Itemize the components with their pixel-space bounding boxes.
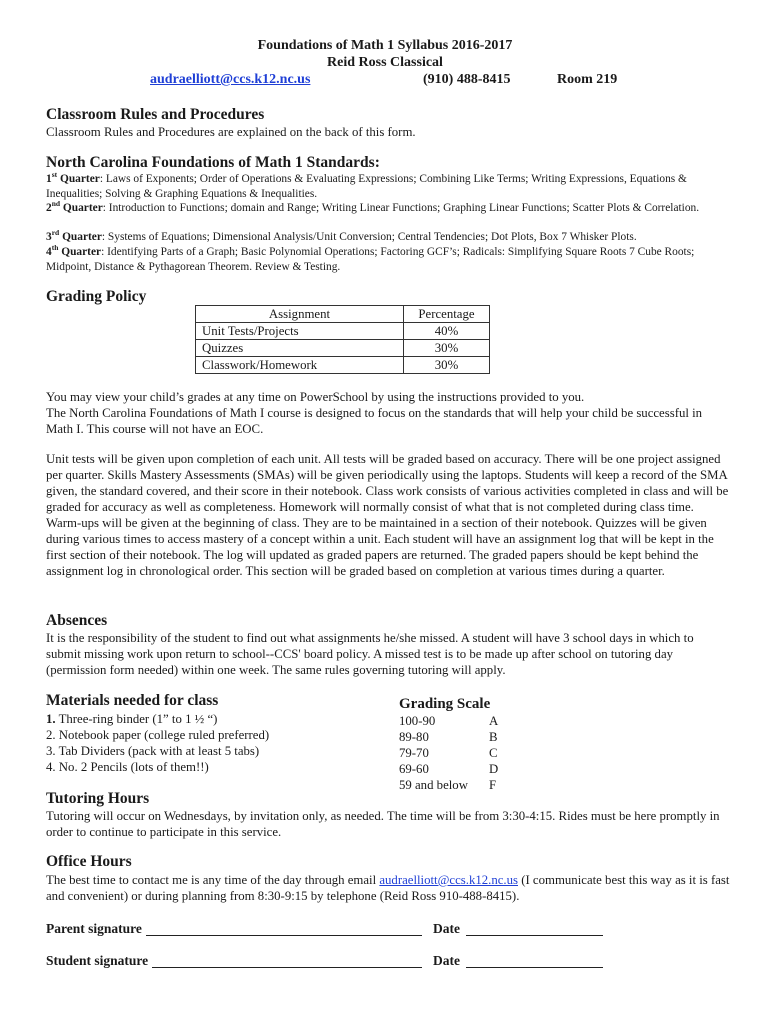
- assignment-cell: Quizzes: [196, 340, 404, 357]
- percentage-cell: 30%: [404, 357, 490, 374]
- office-email-link[interactable]: audraelliott@ccs.k12.nc.us: [379, 873, 518, 887]
- percentage-cell: 30%: [404, 340, 490, 357]
- list-item: 1. Three-ring binder (1” to 1 ½ “): [46, 712, 218, 726]
- list-item: 3. Tab Dividers (pack with at least 5 tabs): [46, 744, 260, 758]
- percentage-cell: 40%: [404, 323, 490, 340]
- list-item: 2. Notebook paper (college ruled preferred): [46, 728, 270, 742]
- standards-heading: North Carolina Foundations of Math 1 Standards:: [46, 154, 380, 171]
- phone-number: (910) 488-8415: [423, 72, 511, 87]
- student-signature-label: Student signature: [46, 953, 149, 968]
- grading-table: [195, 305, 490, 374]
- parent-signature-label: Parent signature: [46, 921, 142, 936]
- parent-date-line[interactable]: [466, 935, 603, 936]
- tutoring-heading: Tutoring Hours: [46, 790, 150, 807]
- table-row: [196, 323, 490, 340]
- grading-header-percentage: Percentage: [404, 306, 490, 323]
- tutoring-text: Tutoring will occur on Wednesdays, by invitation only, as needed. The time will be from 3:30-4:15. Rides must be here promptly in order to continue to participate in this service.: [46, 809, 720, 839]
- scale-grade: D: [489, 762, 499, 776]
- office-hours-text: The best time to contact me is any time of the day through email audraelliott@ccs.k12.nc.us (I communicate best this way as it is fast and convenient) or during planning from 8:30-9:15 by telephone (Reid Ross 910-488-8415).: [46, 873, 730, 903]
- student-signature-line[interactable]: [152, 967, 422, 968]
- scale-range: 79-70: [399, 746, 429, 760]
- parent-date-label: Date: [433, 921, 460, 936]
- scale-grade: A: [489, 714, 499, 728]
- document-title: Foundations of Math 1 Syllabus 2016-2017: [257, 38, 513, 53]
- absences-text: It is the responsibility of the student to find out what assignments he/she missed. A student will have 3 school days in which to submit missing work upon return to school--CCS' board policy. A missed test is to be made up after school on tutoring day (permission form needed) within one week. The same rules governing tutoring will apply.: [46, 631, 694, 677]
- course-paragraph: The North Carolina Foundations of Math I course is designed to focus on the standards that will help your child be successful in Math I. This course will not have an EOC.: [46, 406, 703, 436]
- rules-heading: Classroom Rules and Procedures: [46, 106, 265, 123]
- student-date-line[interactable]: [466, 967, 603, 968]
- grading-header-assignment: Assignment: [196, 306, 404, 323]
- standards-quarter-2: 2nd Quarter: Introduction to Functions; domain and Range; Writing Linear Functions; Graphing Linear Functions; Scatter Plots & Correlation.: [46, 199, 700, 214]
- standards-quarter-1: 1st Quarter: Laws of Exponents; Order of Operations & Evaluating Expressions; Combining Like Terms; Writing Expressions, Equations & Inequalities; Solving & Graphing Equations & Inequalities.: [46, 170, 687, 200]
- scale-range: 59 and below: [399, 778, 468, 792]
- school-name: Reid Ross Classical: [327, 55, 443, 70]
- scale-grade: B: [489, 730, 498, 744]
- assignment-cell: Classwork/Homework: [196, 357, 404, 374]
- list-item: 4. No. 2 Pencils (lots of them!!): [46, 760, 209, 774]
- grading-heading: Grading Policy: [46, 288, 147, 305]
- grading-scale-heading: Grading Scale: [399, 696, 491, 712]
- table-row: [196, 340, 490, 357]
- scale-grade: F: [489, 778, 497, 792]
- table-row: [196, 357, 490, 374]
- assignment-cell: Unit Tests/Projects: [196, 323, 404, 340]
- standards-quarter-3: 3rd Quarter: Systems of Equations; Dimensional Analysis/Unit Conversion; Central Tendencies; Dot Plots, Box 7 Whisker Plots.: [46, 228, 637, 243]
- scale-range: 100-90: [399, 714, 436, 728]
- standards-quarter-4: 4th Quarter: Identifying Parts of a Graph; Basic Polynomial Operations; Factoring GCF’s; Radicals: Simplifying Square Roots 7 Cube Roots; Midpoint, Distance & Pythagorean Theorem. Review & Testing.: [46, 243, 695, 273]
- scale-range: 89-80: [399, 730, 429, 744]
- materials-heading: Materials needed for class: [46, 692, 219, 709]
- office-hours-heading: Office Hours: [46, 853, 132, 870]
- header-email-link[interactable]: audraelliott@ccs.k12.nc.us: [150, 72, 311, 87]
- scale-range: 69-60: [399, 762, 429, 776]
- rules-text: Classroom Rules and Procedures are explained on the back of this form.: [46, 125, 416, 139]
- scale-grade: C: [489, 746, 498, 760]
- student-date-label: Date: [433, 953, 460, 968]
- room-number: Room 219: [557, 72, 618, 87]
- parent-signature-line[interactable]: [146, 935, 422, 936]
- powerschool-paragraph: You may view your child’s grades at any time on PowerSchool by using the instructions provided to you.: [46, 390, 585, 404]
- absences-heading: Absences: [46, 612, 108, 629]
- grading-details-paragraph: Unit tests will be given upon completion of each unit. All tests will be graded based on accuracy. There will be one project assigned per quarter. Skills Mastery Assessments (SMAs) will be given periodically using the laptops. Students will keep a record of the SMA given, the standard covered, and their score in their notebook. Class work consists of various activities completed in class and will be graded for accuracy as well as completeness. Homework will normally consist of what that is not completed during class time. Warm-ups will be given at the beginning of class. They are to be maintained in a section of their notebook. Quizzes will be given during various times to access mastery of a concept within a unit. Each student will have an assignment log that will be kept in the first section of their notebook. The log will updated as graded papers are returned. The graded papers should be kept behind the assignment log in chronological order. This section will be graded based on completion at various times during a quarter.: [46, 452, 729, 578]
